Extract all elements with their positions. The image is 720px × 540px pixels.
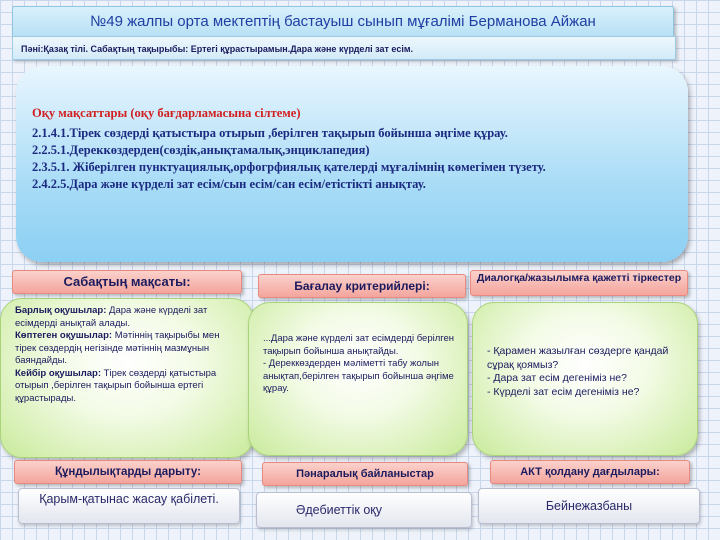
interdisciplinary-text-box: Әдебиеттік оқу (256, 492, 472, 528)
page-title: №49 жалпы орта мектептің бастауыш сынып мұғалімі Берманова Айжан (12, 6, 674, 38)
all-students-title: Барлық оқушылар: (15, 305, 107, 316)
dialogue-question: - Қарамен жазылған сөздерге қандай сұрақ қоямыз? (487, 345, 669, 371)
dialogue-phrases-label: Диалогқа/жазылымға қажетті тіркестер (470, 270, 688, 296)
learning-objectives-panel (16, 66, 688, 262)
ict-skills-text-box: Бейнежазбаны (478, 488, 700, 524)
ict-skills-label: АКТ қолдану дағдылары: (490, 460, 690, 484)
dialogue-question: - Дара зат есім дегеніміз не? (487, 372, 627, 384)
values-text-box: Қарым-қатынас жасау қабілеті. (18, 488, 240, 524)
values-label: Құндылықтарды дарыту: (14, 460, 242, 484)
some-students-text: Тірек сөздерді қатыстыра отырып ,берілген тақырып бойынша ертегі құрастырады. (15, 367, 217, 404)
objective-item: 2.4.2.5.Дара және күрделі зат есім/сын есім/сан есім/етістікті анықтау. (32, 177, 426, 191)
all-students-text: Дара және күрделі зат есімдерді анықтай алады. (15, 305, 208, 329)
lesson-goals-card (0, 298, 254, 458)
objective-item: 2.1.4.1.Тірек сөздерді қатыстыра отырып ,берілген тақырып бойынша әңгіме құрау. (32, 126, 508, 140)
dialogue-phrases-card (472, 302, 698, 456)
assessment-criteria-card (248, 302, 468, 456)
interdisciplinary-label: Пәнаралық байланыстар (262, 462, 468, 486)
objectives-heading: Оқу мақсаттары (оқу бағдарламасына сілтеме) (32, 106, 301, 120)
subject-bar: Пәні:Қазақ тілі. Сабақтың тақырыбы: Ертегі құрастырамын.Дара және күрделі зат есім. (12, 36, 676, 60)
objective-item: 2.2.5.1.Дереккөздерден(сөздік,анықтамалық,энциклапедия) (32, 143, 370, 157)
many-students-text: Мәтіннің тақырыбы мен тірек сөздердің негізінде мәтіннің мазмұнын баяндайды. (15, 330, 220, 366)
criteria-line: - Дереккөздерден мәліметті табу жолын анықтап,берілген тақырып бойынша әңгіме құрау. (263, 358, 454, 394)
dialogue-question: - Күрделі зат есім дегеніміз не? (487, 385, 640, 398)
many-students-title: Көптеген оқушылар: (15, 330, 113, 341)
lesson-goals-label: Сабақтың мақсаты: (12, 270, 242, 294)
criteria-line: ...Дара және күрделі зат есімдерді берілген тақырып бойынша анықтайды. (263, 333, 455, 357)
some-students-title: Кейбір оқушылар: (15, 367, 102, 379)
assessment-criteria-label: Бағалау критерийлері: (258, 274, 466, 298)
objective-item: 2.3.5.1. Жіберілген пунктуациялық,орфогрфиялық қателерді мұғалімнің көмегімен түзету. (32, 160, 546, 174)
